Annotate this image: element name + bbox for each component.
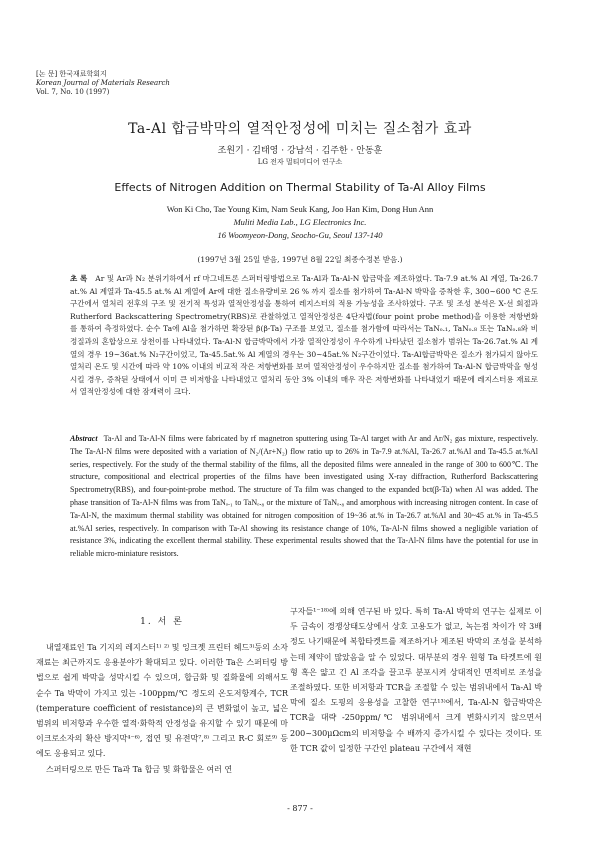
body-paragraph: 구자들¹⁻¹⁸⁾에 의해 연구된 바 있다. 특히 Ta-Al 박막의 연구는 실제로 이 두 금속이 경쟁상태도상에서 상호 고용도가 없고, 녹는점 차이가 약 3배 정도 나기때문에 복합타켓트를 제조하거나 제조된 박막의 조성을 분석하는데 제약이 많았음을 알 수 있었다. 대부분의 경우 원형 Ta 타켓트에 원형 혹은 얇고 긴 Al 조각을 끌고루 분포시켜 상대적인 면적비로 조성을 조절하였다. 또한 비저항과 TCR을 조절할 수 있는 범위내에서 Ta-Al 박막에 질소 도핑의 응용성을 고찰한 연구¹³⁾에서, Ta-Al-N 합금박막은 TCR을 대략 -250ppm/℃ 범위내에서 크게 변화시키지 않으면서 200~300μΩcm의 비저항을 수 배까지 증가시킬 수 있다는 것이다. 또한 TCR 값이 일정한 구간인 plateau 구간에서 재현: [290, 607, 542, 753]
received-dates: (1997년 3월 25일 받음, 1997년 8월 22일 최종수정본 받음.): [197, 255, 403, 264]
affiliation-english-2: 16 Woomyeon-Dong, Seocho-Gu, Seoul 137-140: [217, 230, 383, 240]
title-english: Effects of Nitrogen Addition on Thermal Stability of Ta-Al Alloy Films: [114, 181, 486, 194]
english-author-block: [0, 203, 600, 242]
journal-header: [36, 70, 170, 97]
abstract-korean-text: Ar 및 Ar과 N₂ 분위기하에서 rf 마그네트론 스퍼터링방법으로 Ta-Al과 Ta-Al-N 합금막을 제조하였다. Ta-7.9 at.% Al 계열, Ta-26.7 at.% Al 계열과 Ta-45.5 at.% Al 계열에 Ar에 대한 질소유량비로 26 % 까지 질소를 첨가하여 Ta-Al-N 박막을 증착한 후, 300~600 ℃ 온도 구간에서 열처리 전후의 구조 및 전기적 특성과 열적안정성을 통하여 레지스터의 적용 가능성을 조사하였다. 구조 및 조성 분석은 X-선 회절과 Rutherford Backscattering Spectrometry(RBS)로 관찰하였고 열적안정성은 4단자법(four point probe method)을 이용한 저항변화를 통하여 측정하였다. 순수 Ta에 Al을 첨가하면 확장된 β(β-Ta) 구조를 보였고, 질소를 첨가함에 따라서는 TaNₒ.₁, TaNₒ.₈ 또는 TaNₒ.₈와 비정질과의 혼합상으로 상천이를 나타내었다. Ta-Al-N 합금박막에서 가장 열적안정성이 우수하게 나타났던 질소첨가 범위는 Ta-26.7at.% Al 계열의 경우 19~36at.% N₂구간이었고, Ta-45.5at.% Al 계열의 경우는 30~45at.% N₂구간이었다. Ta-Al합금박막은 질소가 첨가되지 않아도 열처리 온도 및 시간에 따라 약 10% 이내의 비교적 작은 저항변화를 보여 열적안정성이 우수하지만 질소를 첨가하여 Ta-Al-N 합금박막을 형성시킬 경우, 증착된 상태에서 이미 큰 비저항을 나타내었고 열처리 동안 3% 이내의 매우 작은 저항변화를 나타내었기 때문에 레지스터용 재료로서 열적안정성에 대한 잠재력이 크다.: [70, 274, 539, 397]
abstract-english-text: Ta-Al and Ta-Al-N films were fabricated by rf magnetron sputtering using Ta-Al target with Ar and Ar/N₂ gas mixture, respectively. The Ta-Al-N films were deposited with a variation of N₂/(Ar+N₂) flow ratio up to 26% in Ta-7.9 at.%Al, Ta-26.7 at.%Al and Ta-45.5 at.%Al series, respectively. For the study of the thermal stability of the films, all the deposited films were annealed in the range of 300 to 600℃. The structure, compositional and electrical properties of the films have been investigated using X-ray diffraction, Rutherford Backscattering Spectrometry(RBS), and four-point-probe method. The structure of Ta film was changed to the expanded bct(β-Ta) when Al was added. The phase transition of Ta-Al-N films was from TaNₒ.₁ to TaNₒ.₈ or the mixture of TaNₒ.₈ and amorphous with increasing nitrogen content. In case of Ta-Al-N, the maximum thermal stability was obtained for nitrogen composition of 19~36 at.% in Ta-26.7 at.%Al and 30~45 at.% in Ta-45.5 at.%Al series, respectively. In comparison with Ta-Al showing its resistance change of 10%, Ta-Al-N films showed a negligible variation of resistance 3%, indicating the excellent thermal stability. These experimental results showed that the Ta-Al-N films have the potential for use in reliable micro-miniature resistors.: [70, 434, 538, 559]
affiliation-english-1: Muliti Media Lab., LG Electronics Inc.: [233, 217, 367, 227]
authors-english: Won Ki Cho, Tae Young Kim, Nam Seuk Kang, Joo Han Kim, Dong Hun Ann: [166, 204, 434, 214]
body-column-left: [36, 640, 288, 777]
abstract-english: [70, 433, 538, 561]
body-column-right: [290, 604, 542, 756]
authors-korean: 조원기 · 김태영 · 강남석 · 김주한 · 안동훈: [217, 146, 383, 156]
abstract-korean-label: 초 록: [70, 274, 88, 283]
journal-header-line1: [논 문] 한국재료학회지: [36, 70, 107, 78]
abstract-korean: [70, 273, 538, 399]
journal-header-line2: Korean Journal of Materials Research: [36, 79, 170, 87]
abstract-english-label: Abstract: [70, 434, 98, 443]
section-heading-introduction: 1. 서 론: [140, 617, 184, 627]
page-number: - 877 -: [287, 804, 313, 813]
body-paragraph: 스퍼터링으로 만든 Ta과 Ta 합금 및 화합물은 여러 연: [46, 764, 233, 774]
title-korean: Ta-Al 합금박막의 열적안정성에 미치는 질소첨가 효과: [128, 121, 472, 137]
journal-header-line3: Vol. 7, No. 10 (1997): [36, 88, 110, 96]
body-paragraph: 내열재료인 Ta 기지의 레지스터¹⁾ ²⁾ 및 잉크젯 프린터 헤드³⁾등의 소자재료는 최근까지도 응용분야가 확대되고 있다. 이러한 Ta은 스퍼터링 방법으로 쉽게 박막을 성막시킬 수 있으며, 합금화 및 질화물에 의해서도 순수 Ta 박막이 가지고 있는 -100ppm/℃ 정도의 온도저항계수, TCR (temperature coefficient of resistance)의 큰 변화없이 높고, 넓은 범위의 비저항과 우수한 열적·화학적 안정성을 유지할 수 있기 때문에 마이크로소자의 확산 방지막⁴⁻⁶⁾, 접연 및 유전막⁷,⁸⁾ 그리고 R-C 회로⁹⁾ 등에도 응용되고 있다.: [36, 643, 288, 759]
affiliation-korean: LG 전자 멀티미디어 연구소: [257, 158, 343, 166]
